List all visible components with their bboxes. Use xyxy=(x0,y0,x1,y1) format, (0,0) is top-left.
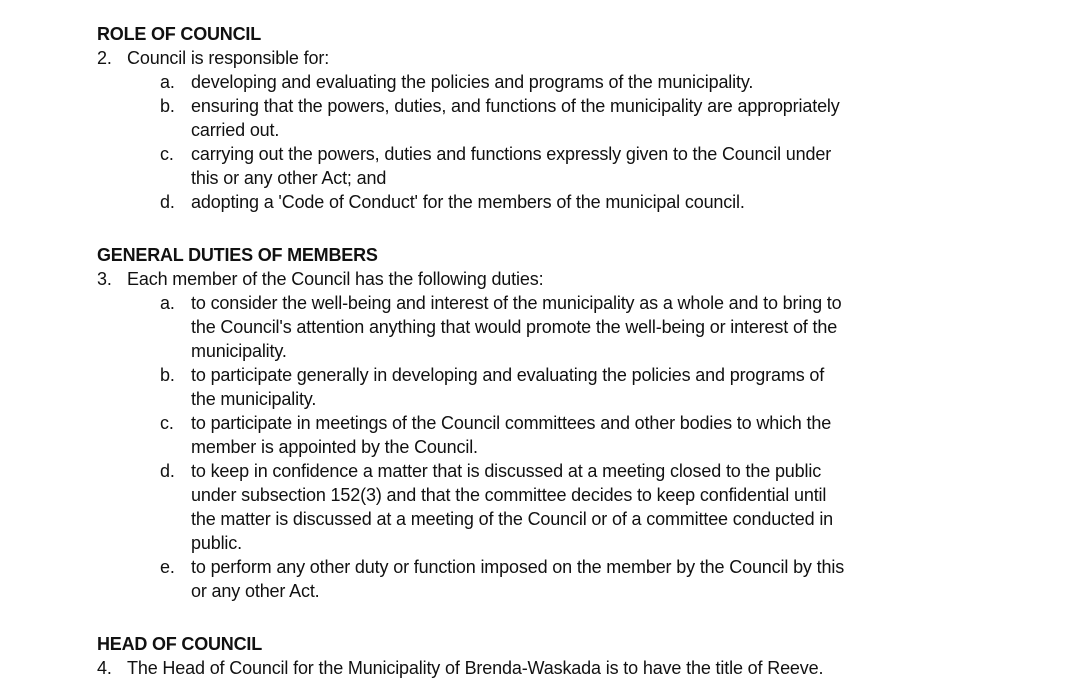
section-role-of-council xyxy=(97,22,997,214)
numbered-clause xyxy=(97,46,997,70)
section-general-duties xyxy=(97,243,997,603)
item-letter: a. xyxy=(160,72,175,92)
list-item xyxy=(97,555,997,603)
item-letter: e. xyxy=(160,557,175,577)
list-item xyxy=(97,70,997,94)
numbered-clause xyxy=(97,267,997,291)
section-head-of-council xyxy=(97,632,997,680)
item-letter: c. xyxy=(160,144,174,164)
item-letter: d. xyxy=(160,192,175,212)
clause-text: The Head of Council for the Municipality of Brenda-Waskada is to have the title of Reeve. xyxy=(127,658,824,678)
item-text-line: to participate in meetings of the Council committees and other bodies to which the xyxy=(191,413,832,433)
list-item xyxy=(97,142,997,190)
item-text-line: developing and evaluating the policies and programs of the municipality. xyxy=(191,72,754,92)
item-text-line: under subsection 152(3) and that the committee decides to keep confidential until xyxy=(191,485,827,505)
item-text-line: this or any other Act; and xyxy=(191,168,387,188)
clause-text: Council is responsible for: xyxy=(127,48,330,68)
item-text-line: to participate generally in developing and evaluating the policies and programs of xyxy=(191,365,825,385)
clause-text: Each member of the Council has the following duties: xyxy=(127,269,544,289)
item-letter: a. xyxy=(160,293,175,313)
clause-number: 3. xyxy=(97,269,112,289)
section-heading: HEAD OF COUNCIL xyxy=(97,634,262,654)
item-letter: c. xyxy=(160,413,174,433)
section-heading: GENERAL DUTIES OF MEMBERS xyxy=(97,245,378,265)
item-text-line: public. xyxy=(191,533,242,553)
item-text-line: adopting a 'Code of Conduct' for the members of the municipal council. xyxy=(191,192,745,212)
clause-number: 4. xyxy=(97,658,112,678)
item-text-line: the municipality. xyxy=(191,389,317,409)
item-letter: d. xyxy=(160,461,175,481)
list-item xyxy=(97,411,997,459)
item-text-line: the Council's attention anything that would promote the well-being or interest of the xyxy=(191,317,838,337)
list-item xyxy=(97,459,997,555)
item-text-line: ensuring that the powers, duties, and functions of the municipality are appropriately xyxy=(191,96,840,116)
clause-number: 2. xyxy=(97,48,112,68)
list-item xyxy=(97,291,997,363)
item-text-line: municipality. xyxy=(191,341,287,361)
item-text-line: to consider the well-being and interest of the municipality as a whole and to bring to xyxy=(191,293,842,313)
list-item xyxy=(97,190,997,214)
numbered-clause xyxy=(97,656,997,680)
item-letter: b. xyxy=(160,96,175,116)
item-text-line: or any other Act. xyxy=(191,581,320,601)
item-text-line: to keep in confidence a matter that is discussed at a meeting closed to the public xyxy=(191,461,822,481)
item-text-line: carrying out the powers, duties and functions expressly given to the Council under xyxy=(191,144,832,164)
section-heading: ROLE OF COUNCIL xyxy=(97,24,261,44)
item-letter: b. xyxy=(160,365,175,385)
item-text-line: carried out. xyxy=(191,120,280,140)
item-text-line: the matter is discussed at a meeting of the Council or of a committee conducted in xyxy=(191,509,834,529)
list-item xyxy=(97,94,997,142)
item-text-line: member is appointed by the Council. xyxy=(191,437,478,457)
item-text-line: to perform any other duty or function imposed on the member by the Council by this xyxy=(191,557,845,577)
list-item xyxy=(97,363,997,411)
